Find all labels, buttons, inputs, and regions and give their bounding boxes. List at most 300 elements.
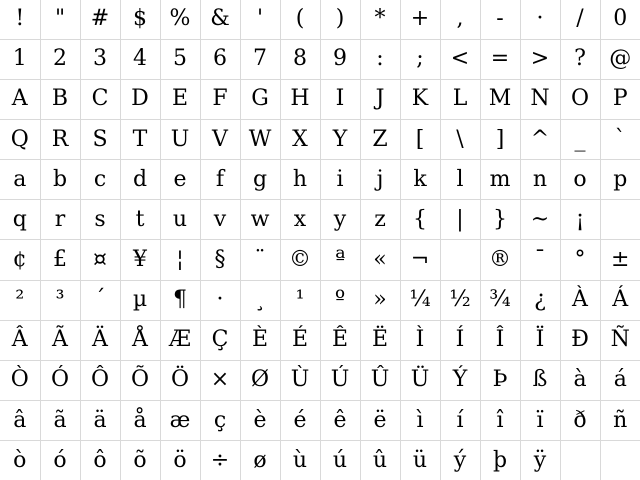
glyph-cell <box>520 160 560 200</box>
glyph-cell <box>320 79 360 119</box>
glyph: Ü <box>410 367 430 393</box>
glyph: Þ <box>492 367 508 393</box>
glyph: ¸ <box>254 287 266 313</box>
glyph-cell <box>200 160 240 200</box>
glyph: } <box>493 206 507 232</box>
glyph: ¡ <box>575 206 585 232</box>
glyph: J <box>375 86 385 112</box>
glyph-cell <box>320 0 360 39</box>
glyph-cell <box>480 160 520 200</box>
glyph-cell <box>560 0 600 39</box>
glyph: : <box>376 46 384 72</box>
glyph-cell <box>160 360 200 400</box>
glyph: ñ <box>613 407 628 433</box>
glyph: û <box>372 447 388 473</box>
glyph-cell <box>200 39 240 79</box>
glyph-cell <box>80 79 120 119</box>
glyph-cell <box>280 160 320 200</box>
glyph-cell <box>440 79 480 119</box>
glyph: 2 <box>53 46 67 72</box>
glyph: / <box>576 6 584 32</box>
glyph: 8 <box>293 46 307 72</box>
glyph: E <box>171 86 189 112</box>
glyph: ; <box>416 46 424 72</box>
glyph-cell <box>240 0 280 39</box>
glyph-cell <box>560 240 600 280</box>
glyph-cell <box>40 79 80 119</box>
glyph-row <box>0 0 640 39</box>
glyph: c <box>93 166 107 192</box>
glyph-cell <box>240 39 280 79</box>
glyph-row <box>0 200 640 240</box>
glyph: p <box>613 166 628 192</box>
glyph-cell <box>0 160 40 200</box>
glyph: T <box>132 126 148 152</box>
glyph-cell <box>80 200 120 240</box>
glyph: \ <box>456 126 464 152</box>
glyph-cell <box>120 240 160 280</box>
glyph: Á <box>612 287 629 313</box>
glyph: Ù <box>290 367 310 393</box>
glyph: & <box>210 6 230 32</box>
glyph-cell <box>280 280 320 320</box>
glyph: Õ <box>130 367 150 393</box>
glyph: ½ <box>449 287 471 313</box>
glyph: ú <box>332 447 348 473</box>
glyph: k <box>413 166 427 192</box>
glyph: ' <box>256 6 264 32</box>
glyph: 9 <box>333 46 347 72</box>
glyph-cell <box>360 160 400 200</box>
glyph: þ <box>492 447 508 473</box>
glyph-cell <box>480 360 520 400</box>
glyph: Ë <box>371 327 389 353</box>
glyph: Æ <box>168 327 192 353</box>
glyph: @ <box>609 46 632 72</box>
glyph-cell <box>440 280 480 320</box>
glyph-cell <box>160 79 200 119</box>
glyph: Ã <box>52 327 68 353</box>
glyph: ` <box>614 126 626 152</box>
glyph-cell <box>520 320 560 360</box>
glyph-cell <box>440 39 480 79</box>
glyph-cell <box>280 441 320 480</box>
glyph: s <box>94 206 106 232</box>
glyph-cell <box>520 360 560 400</box>
glyph: Z <box>372 126 388 152</box>
glyph: ý <box>453 447 467 473</box>
glyph: % <box>169 6 191 32</box>
glyph: À <box>572 287 588 313</box>
glyph: 6 <box>213 46 227 72</box>
glyph-row <box>0 320 640 360</box>
glyph: ~ <box>530 206 550 232</box>
glyph-cell <box>160 39 200 79</box>
glyph-cell <box>240 240 280 280</box>
glyph: 7 <box>253 46 267 72</box>
glyph-cell <box>320 240 360 280</box>
glyph: D <box>131 86 149 112</box>
glyph-cell <box>520 200 560 240</box>
glyph-cell <box>480 39 520 79</box>
glyph-cell <box>560 120 600 160</box>
glyph: Ý <box>452 367 468 393</box>
glyph-cell <box>400 320 440 360</box>
glyph: ç <box>213 407 227 433</box>
glyph: f <box>215 166 225 192</box>
glyph: o <box>573 166 587 192</box>
glyph-cell <box>480 320 520 360</box>
glyph-cell <box>80 39 120 79</box>
glyph-cell <box>600 79 640 119</box>
glyph: É <box>291 327 309 353</box>
glyph: Ñ <box>610 327 630 353</box>
glyph: ï <box>536 407 544 433</box>
glyph: N <box>530 86 550 112</box>
glyph: Î <box>495 327 505 353</box>
glyph: L <box>452 86 468 112</box>
glyph: < <box>450 46 470 72</box>
glyph-cell <box>600 360 640 400</box>
glyph-cell <box>560 79 600 119</box>
glyph-cell <box>480 240 520 280</box>
glyph-cell <box>0 320 40 360</box>
glyph-cell <box>80 0 120 39</box>
glyph: R <box>51 126 69 152</box>
glyph: « <box>373 247 387 273</box>
glyph: " <box>54 6 66 32</box>
glyph-cell <box>480 0 520 39</box>
glyph-cell <box>520 120 560 160</box>
glyph-cell <box>80 120 120 160</box>
glyph-cell <box>200 79 240 119</box>
glyph-cell <box>320 360 360 400</box>
glyph-cell <box>480 200 520 240</box>
glyph: w <box>250 206 270 232</box>
glyph: õ <box>133 447 147 473</box>
glyph: ° <box>574 247 586 273</box>
glyph-cell <box>480 441 520 480</box>
glyph: Q <box>10 126 29 152</box>
glyph-cell <box>120 360 160 400</box>
glyph: z <box>374 206 386 232</box>
glyph-cell <box>200 360 240 400</box>
glyph: ô <box>93 447 107 473</box>
glyph-cell <box>0 280 40 320</box>
glyph-cell <box>40 320 80 360</box>
glyph-cell <box>440 240 480 280</box>
glyph-cell <box>240 280 280 320</box>
glyph: à <box>573 367 587 393</box>
glyph: Ä <box>92 327 108 353</box>
glyph-row <box>0 160 640 200</box>
glyph-cell <box>560 39 600 79</box>
glyph-cell <box>160 280 200 320</box>
glyph: ¬ <box>410 247 430 273</box>
glyph-cell <box>480 79 520 119</box>
glyph: ¥ <box>133 247 147 273</box>
glyph-cell <box>200 0 240 39</box>
glyph-cell <box>160 160 200 200</box>
glyph-cell <box>280 320 320 360</box>
glyph-cell <box>600 120 640 160</box>
glyph-cell <box>240 120 280 160</box>
glyph-cell <box>600 401 640 441</box>
glyph: Ê <box>331 327 349 353</box>
glyph: ÿ <box>533 447 547 473</box>
glyph: × <box>210 367 230 393</box>
glyph: r <box>54 206 66 232</box>
glyph-cell <box>520 240 560 280</box>
glyph: e <box>173 166 187 192</box>
glyph: ë <box>373 407 387 433</box>
glyph: S <box>92 126 108 152</box>
glyph: # <box>90 6 110 32</box>
glyph: q <box>12 206 27 232</box>
glyph-cell <box>240 160 280 200</box>
glyph-cell <box>240 320 280 360</box>
glyph: | <box>456 206 464 232</box>
glyph-cell <box>400 240 440 280</box>
glyph-cell <box>360 79 400 119</box>
glyph: â <box>13 407 27 433</box>
glyph-cell <box>240 79 280 119</box>
glyph-cell <box>80 401 120 441</box>
glyph-cell <box>560 280 600 320</box>
glyph-cell <box>560 401 600 441</box>
glyph: Ð <box>571 327 589 353</box>
glyph: · <box>536 6 544 32</box>
glyph-row <box>0 79 640 119</box>
glyph: K <box>411 86 429 112</box>
glyph-cell <box>40 200 80 240</box>
glyph-cell <box>0 79 40 119</box>
glyph: $ <box>133 6 147 32</box>
glyph-cell <box>440 160 480 200</box>
glyph: B <box>51 86 69 112</box>
glyph-cell <box>120 401 160 441</box>
glyph-cell <box>560 441 600 480</box>
glyph-cell <box>200 441 240 480</box>
glyph: g <box>252 166 268 192</box>
glyph-cell <box>160 240 200 280</box>
glyph-cell <box>160 120 200 160</box>
glyph-cell <box>400 160 440 200</box>
glyph: · <box>216 287 224 313</box>
glyph: ò <box>13 447 27 473</box>
glyph-cell <box>0 360 40 400</box>
glyph: U <box>170 126 190 152</box>
glyph-cell <box>560 160 600 200</box>
glyph: 3 <box>93 46 107 72</box>
glyph-cell <box>0 39 40 79</box>
glyph-cell <box>280 0 320 39</box>
glyph-cell <box>360 360 400 400</box>
glyph: 1 <box>12 46 27 72</box>
glyph-cell <box>40 0 80 39</box>
glyph: ¿ <box>534 287 546 313</box>
glyph-cell <box>320 160 360 200</box>
glyph: ü <box>412 447 428 473</box>
glyph: ã <box>53 407 67 433</box>
glyph-cell <box>80 320 120 360</box>
glyph-cell <box>120 0 160 39</box>
glyph: ¨ <box>254 247 266 273</box>
glyph-cell <box>520 0 560 39</box>
glyph-cell <box>80 240 120 280</box>
glyph: £ <box>53 247 67 273</box>
glyph-cell <box>240 360 280 400</box>
glyph-cell <box>120 441 160 480</box>
glyph: , <box>456 6 464 32</box>
glyph: j <box>376 166 384 192</box>
glyph: ¯ <box>534 247 546 273</box>
glyph: G <box>251 86 269 112</box>
glyph-cell <box>280 401 320 441</box>
glyph: Ì <box>415 327 425 353</box>
glyph-cell <box>200 240 240 280</box>
glyph-cell <box>40 120 80 160</box>
glyph-cell <box>160 320 200 360</box>
glyph: Ô <box>90 367 110 393</box>
glyph-cell <box>360 240 400 280</box>
glyph: ø <box>253 447 267 473</box>
glyph: ÷ <box>210 447 230 473</box>
glyph-cell <box>200 320 240 360</box>
glyph-cell <box>400 401 440 441</box>
glyph-cell <box>40 280 80 320</box>
glyph: m <box>489 166 511 192</box>
glyph-cell <box>600 280 640 320</box>
glyph-cell <box>560 360 600 400</box>
glyph: á <box>613 367 627 393</box>
glyph: ^ <box>530 126 550 152</box>
glyph-cell <box>280 200 320 240</box>
glyph: u <box>172 206 188 232</box>
glyph: * <box>374 6 386 32</box>
glyph: t <box>135 206 145 232</box>
glyph-cell <box>320 441 360 480</box>
glyph: x <box>293 206 307 232</box>
glyph: ! <box>15 6 25 32</box>
glyph: l <box>456 166 464 192</box>
glyph-cell <box>200 401 240 441</box>
glyph: I <box>335 86 345 112</box>
glyph: ¢ <box>12 247 27 273</box>
glyph-cell <box>520 39 560 79</box>
glyph-cell <box>120 79 160 119</box>
glyph: 0 <box>613 6 628 32</box>
glyph-cell <box>480 401 520 441</box>
glyph-cell <box>160 0 200 39</box>
glyph: º <box>334 287 346 313</box>
glyph-cell <box>80 360 120 400</box>
glyph: í <box>456 407 464 433</box>
glyph: Û <box>370 367 390 393</box>
glyph: å <box>133 407 147 433</box>
glyph: ² <box>15 287 25 313</box>
glyph-cell <box>160 200 200 240</box>
glyph-cell <box>400 200 440 240</box>
glyph-cell <box>600 320 640 360</box>
glyph-cell <box>600 39 640 79</box>
glyph: ó <box>53 447 67 473</box>
glyph-cell <box>240 441 280 480</box>
glyph-cell <box>280 79 320 119</box>
glyph-cell <box>160 441 200 480</box>
glyph-cell <box>520 280 560 320</box>
glyph-cell <box>360 0 400 39</box>
glyph: + <box>410 6 430 32</box>
glyph: ê <box>333 407 347 433</box>
glyph: ä <box>93 407 107 433</box>
glyph-cell <box>400 360 440 400</box>
glyph-cell <box>280 120 320 160</box>
glyph-cell <box>600 160 640 200</box>
glyph-cell <box>280 360 320 400</box>
glyph-cell <box>200 120 240 160</box>
glyph: Ò <box>10 367 29 393</box>
glyph: b <box>52 166 68 192</box>
glyph: _ <box>574 126 586 152</box>
glyph: ³ <box>55 287 65 313</box>
glyph-cell <box>440 200 480 240</box>
glyph-cell <box>0 120 40 160</box>
glyph: Â <box>11 327 28 353</box>
glyph-cell <box>400 39 440 79</box>
glyph: h <box>292 166 308 192</box>
glyph-cell <box>0 441 40 480</box>
glyph-cell <box>360 280 400 320</box>
glyph-cell <box>360 39 400 79</box>
glyph-cell <box>0 240 40 280</box>
glyph-cell <box>360 120 400 160</box>
glyph-cell <box>280 240 320 280</box>
glyph: = <box>490 46 510 72</box>
glyph: Ø <box>250 367 270 393</box>
glyph: è <box>253 407 267 433</box>
glyph-cell <box>320 120 360 160</box>
glyph: M <box>488 86 512 112</box>
glyph: ù <box>292 447 308 473</box>
glyph-cell <box>440 120 480 160</box>
glyph: ð <box>573 407 587 433</box>
glyph-cell <box>480 120 520 160</box>
glyph-cell <box>520 441 560 480</box>
glyph: { <box>413 206 427 232</box>
glyph-cell <box>360 401 400 441</box>
glyph: ´ <box>94 287 106 313</box>
glyph: ¹ <box>295 287 305 313</box>
glyph-cell <box>0 0 40 39</box>
glyph-cell <box>0 200 40 240</box>
glyph: 5 <box>173 46 187 72</box>
glyph-cell <box>40 240 80 280</box>
glyph-cell <box>560 200 600 240</box>
glyph-cell <box>360 320 400 360</box>
glyph-cell <box>320 280 360 320</box>
glyph: Ú <box>330 367 350 393</box>
glyph-cell <box>600 200 640 240</box>
glyph: y <box>333 206 347 232</box>
glyph-cell <box>200 200 240 240</box>
glyph: - <box>496 6 504 32</box>
glyph: ¼ <box>409 287 431 313</box>
glyph-cell <box>280 39 320 79</box>
glyph: n <box>532 166 548 192</box>
glyph-cell <box>400 120 440 160</box>
glyph: [ <box>415 126 425 152</box>
